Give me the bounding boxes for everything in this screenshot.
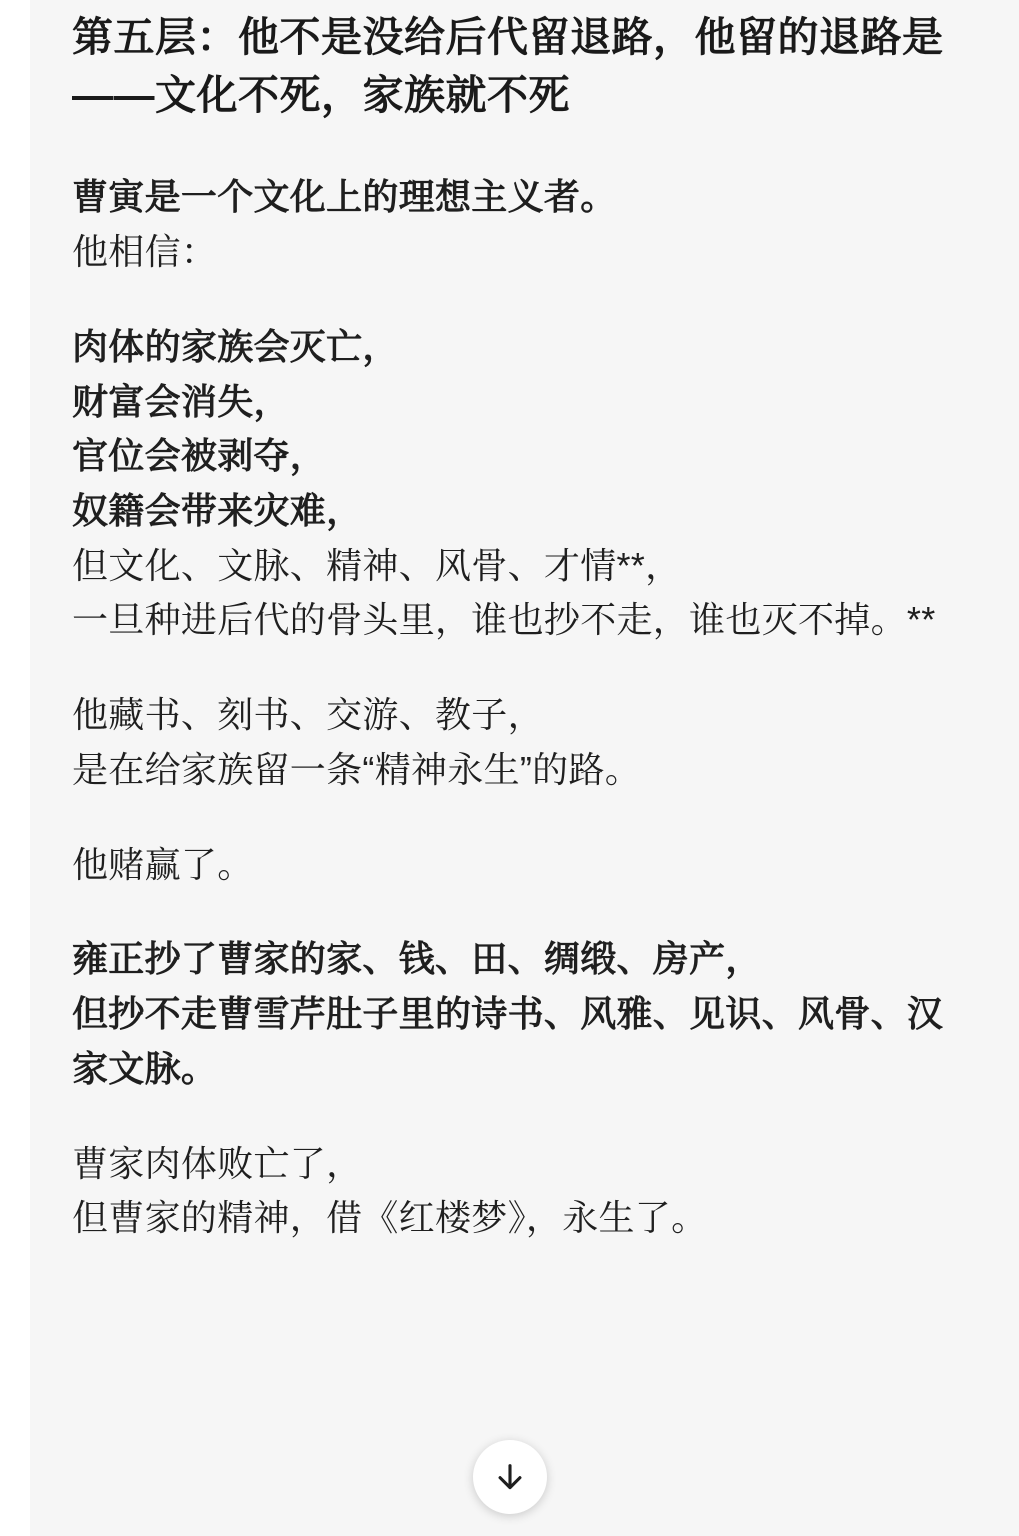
paragraph-line: 但曹家的精神，借《红楼梦》，永生了。 — [72, 1197, 708, 1239]
paragraph-line: 曹家肉体败亡了， — [72, 1142, 363, 1184]
document-content — [72, 0, 971, 1246]
paragraph-line: 他赌赢了。 — [72, 843, 254, 885]
paragraph-line: 一旦种进后代的骨头里，谁也抄不走，谁也灭不掉。** — [72, 599, 936, 641]
arrow-down-icon — [493, 1460, 527, 1494]
spacer — [72, 648, 971, 688]
paragraph-line: 曹寅是一个文化上的理想主义者。 — [72, 176, 617, 218]
page-left-gutter — [0, 0, 30, 1536]
spacer — [72, 892, 971, 932]
paragraph-1 — [72, 170, 971, 279]
paragraph-2 — [72, 320, 971, 648]
paragraph-5 — [72, 932, 971, 1096]
paragraph-line: 财富会消失， — [72, 380, 290, 422]
paragraph-line: 他藏书、刻书、交游、教子， — [72, 694, 544, 736]
paragraph-line: 但文化、文脉、精神、风骨、才情**， — [72, 544, 682, 586]
spacer — [72, 280, 971, 320]
paragraph-line: 是在给家族留一条“精神永生”的路。 — [72, 748, 642, 790]
paragraph-line: 肉体的家族会灭亡， — [72, 325, 399, 367]
paragraph-line: 官位会被剥夺， — [72, 435, 327, 477]
paragraph-line: 他相信： — [72, 231, 218, 273]
spacer — [72, 1097, 971, 1137]
scroll-to-bottom-button[interactable] — [473, 1440, 547, 1514]
paragraph-6 — [72, 1137, 971, 1246]
page-title: 第五层：他不是没给后代留退路，他留的退路是——文化不死，家族就不死 — [72, 14, 944, 119]
spacer — [72, 798, 971, 838]
spacer — [72, 124, 971, 170]
paragraph-line: 但抄不走曹雪芹肚子里的诗书、风雅、见识、风骨、汉家文脉。 — [72, 993, 944, 1089]
paragraph-line: 雍正抄了曹家的家、钱、田、绸缎、房产， — [72, 938, 762, 980]
paragraph-3 — [72, 688, 971, 797]
paragraph-4 — [72, 838, 971, 893]
paragraph-line: 奴籍会带来灾难， — [72, 490, 363, 532]
